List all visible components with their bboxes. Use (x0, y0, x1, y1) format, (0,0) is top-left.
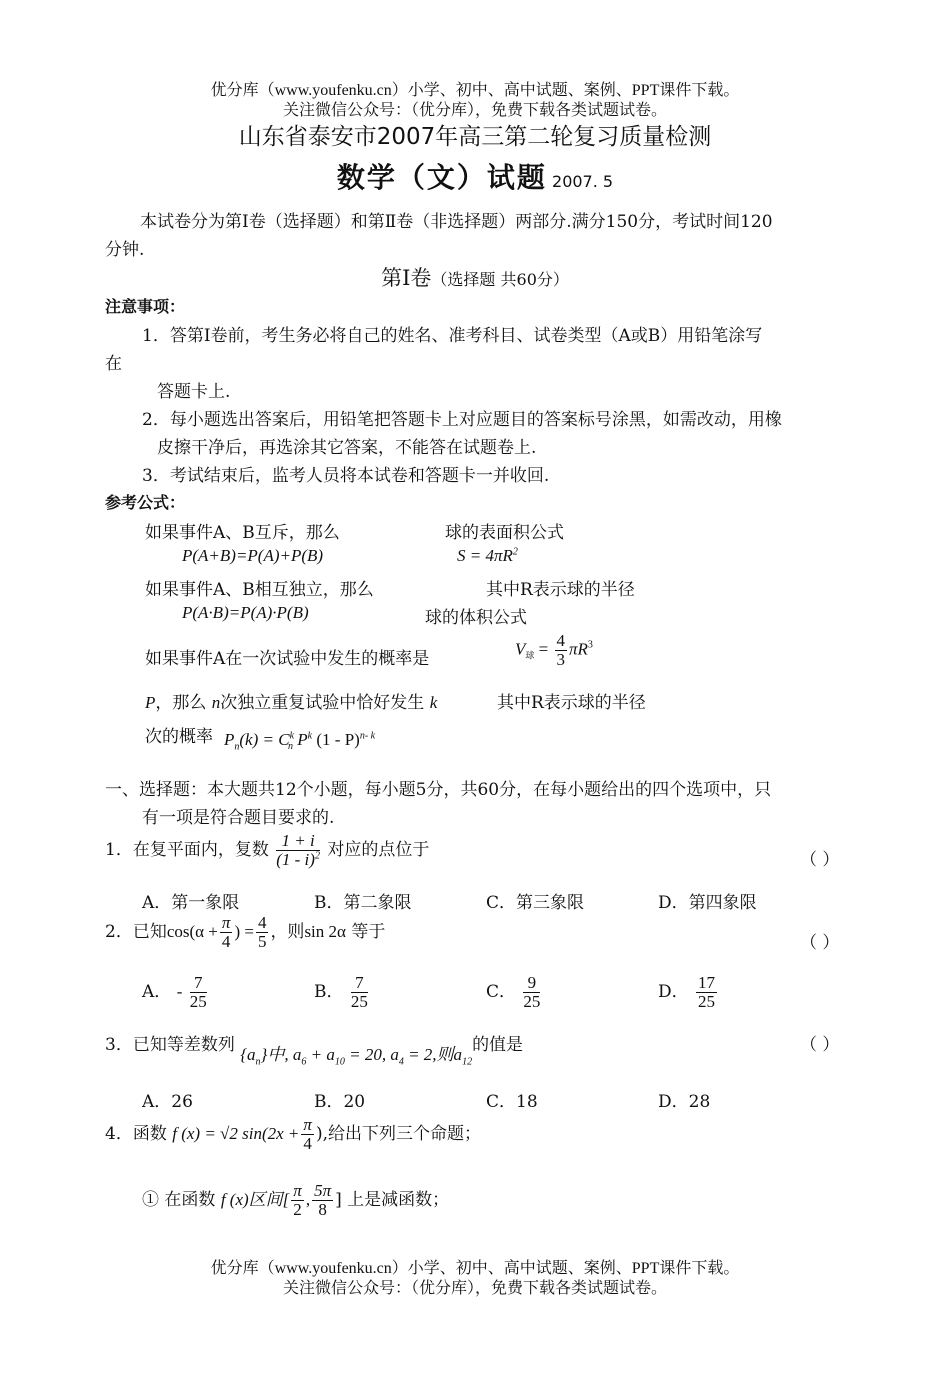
binomial-probability-formula: $P_n(k) = C^k_n$ $P^k$ (1 - P)$^{n- k}$ (224, 730, 376, 753)
q2-option-d: D． $\frac{17}{25}$ (658, 973, 716, 1011)
q4-statement-1: ① 在函数 f (x)区间[ $\frac{\pi}{2}$ , $\frac{5\pi}{8}$ ] 上是减函数； (142, 1181, 450, 1219)
part1-heading (0, 262, 950, 292)
question-3: 3．已知等差数列 $\{a_n\}$中, $a_6 + a_{10} = 20$, $a_4 = 2$,则$a_{12}$的值是 (105, 1035, 524, 1068)
q3-option-a: A．26 (142, 1092, 193, 1112)
q3-answer-paren: （ ） (800, 1035, 840, 1055)
formulas-heading: 参考公式： (105, 493, 186, 512)
page-title: 山东省泰安市2007年高三第二轮复习质量检测 (238, 124, 712, 150)
formula-l2: P(A+B)=P(A)+P(B) (182, 546, 324, 565)
notice-item-2a: 2．每小题选出答案后，用铅笔把答题卡上对应题目的答案标号涂黑，如需改动，用橡 (142, 410, 782, 430)
question-4: 4．函数 f (x) = √2 sin(2x + $\frac{\pi}{4}$ ),给出下列三个命题； (105, 1115, 481, 1153)
header-line-2: 关注微信公众号：（优分库），免费下载各类试题试卷。 (282, 102, 667, 119)
formula-l7: 次的概率 (145, 727, 213, 747)
q2-option-b: B． $\frac{7}{25}$ (314, 973, 368, 1011)
intro-line-1: 本试卷分为第Ⅰ卷（选择题）和第Ⅱ卷（非选择题）两部分.满分150分，考试时间120 (140, 212, 773, 232)
subject-title-row (0, 156, 950, 196)
notice-heading: 注意事项： (105, 297, 186, 316)
section1-line-1: 一、选择题：本大题共12个小题，每小题5分，共60分，在每小题给出的四个选项中，只 (105, 780, 772, 800)
q3-option-b: B．20 (314, 1092, 366, 1112)
question-2: 2．已知cos(α + $\frac{\pi}{4}$ ) = $\frac{4}{5}$ ，则sin 2α 等于 (105, 913, 386, 951)
formula-l6: P，那么 n次独立重复试验中恰好发生 k (145, 693, 438, 713)
sphere-volume-formula: $V_球$ = $\frac{4}{3}$ $\pi R^3$ (515, 631, 593, 669)
q2-option-c: C． $\frac{9}{25}$ (486, 973, 541, 1011)
subject-title: 数学（文）试题 (336, 161, 547, 194)
notice-item-1c: 答题卡上. (157, 382, 231, 402)
q3-option-c: C．18 (486, 1092, 538, 1112)
notice-item-1b: 在 (105, 354, 122, 374)
header-line-1: 优分库（www.youfenku.cn）小学、初中、高中试题、案例、PPT课件下载。 (210, 82, 740, 99)
section1-line-2: 有一项是符合题目要求的. (142, 808, 335, 828)
sphere-area-formula: $S = 4\pi R^2$ (457, 546, 518, 565)
question-1: 1．在复平面内，复数 $\frac{1 + i}{(1 - i)^2}$ 对应的点位于 (105, 831, 430, 869)
part1-title: 第Ⅰ卷 (381, 266, 432, 290)
formula-l1: 如果事件A、B互斥，那么 (145, 523, 340, 543)
q1-option-a: A．第一象限 (142, 893, 240, 913)
formula-r4: 球的体积公式 (425, 608, 527, 628)
part1-note: （选择题 共60分） (431, 270, 569, 289)
formula-r1: 球的表面积公式 (445, 523, 564, 543)
formula-l5: 如果事件A在一次试验中发生的概率是 (145, 649, 430, 669)
footer-line-1: 优分库（www.youfenku.cn）小学、初中、高中试题、案例、PPT课件下载。 (210, 1260, 740, 1277)
formula-l3: 如果事件A、B相互独立，那么 (145, 580, 374, 600)
q1-answer-paren: （ ） (800, 850, 840, 870)
notice-item-2b: 皮擦干净后，再选涂其它答案，不能答在试题卷上. (157, 438, 537, 458)
formula-r6: 其中R表示球的半径 (497, 693, 646, 713)
formula-l4: P(A·B)=P(A)·P(B) (182, 603, 309, 622)
q3-option-d: D．28 (658, 1092, 711, 1112)
exam-date: 2007. 5 (552, 172, 614, 191)
footer-line-2: 关注微信公众号：（优分库），免费下载各类试题试卷。 (282, 1280, 667, 1297)
intro-line-2: 分钟. (105, 240, 145, 260)
notice-item-3: 3．考试结束后，监考人员将本试卷和答题卡一并收回. (142, 466, 550, 486)
q2-option-a: A． - $\frac{7}{25}$ (142, 973, 207, 1011)
q2-answer-paren: （ ） (800, 933, 840, 953)
q1-option-d: D．第四象限 (658, 893, 757, 913)
formula-r3: 其中R表示球的半径 (486, 580, 635, 600)
notice-item-1a: 1．答第Ⅰ卷前，考生务必将自己的姓名、准考科目、试卷类型（A或B）用铅笔涂写 (142, 326, 763, 346)
q1-option-c: C．第三象限 (486, 893, 585, 913)
q1-option-b: B．第二象限 (314, 893, 412, 913)
